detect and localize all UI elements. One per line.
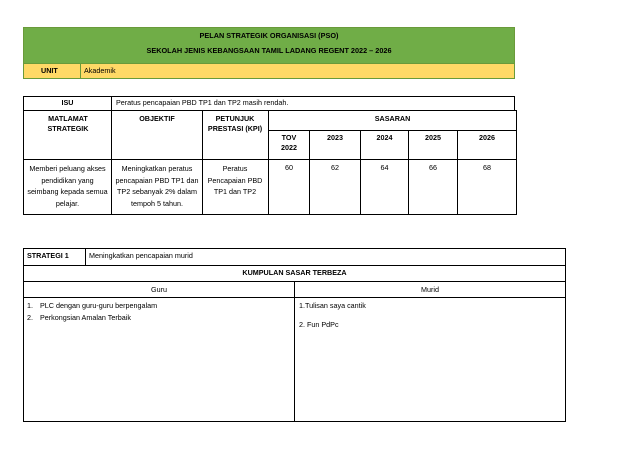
unit-value: Akademik bbox=[84, 66, 116, 75]
header-title-band bbox=[24, 28, 514, 63]
year-header-2023: 2023 bbox=[327, 133, 343, 142]
header-block bbox=[23, 27, 515, 79]
cell-value-2024: 64 bbox=[380, 163, 389, 172]
isu-label: ISU bbox=[61, 98, 74, 107]
cell-value-2026: 68 bbox=[483, 163, 491, 172]
year-header-2026: 2026 bbox=[479, 133, 495, 142]
murid-item-2: 2. Fun PdPc bbox=[299, 320, 339, 329]
unit-label: UNIT bbox=[24, 64, 81, 79]
unit-row bbox=[24, 63, 514, 78]
murid-header: Murid bbox=[421, 285, 439, 294]
group-title: KUMPULAN SASAR TERBEZA bbox=[242, 268, 347, 277]
cell-matlamat: Memberi peluang akses pendidikan yang seimbang kepada semua pelajar. bbox=[27, 164, 108, 208]
col-header-petunjuk: PETUNJUK PRESTASI (KPI) bbox=[207, 114, 263, 133]
isu-value: Peratus pencapaian PBD TP1 dan TP2 masih rendah. bbox=[116, 98, 289, 107]
guru-item-2: 2. Perkongsian Amalan Terbaik bbox=[27, 313, 131, 322]
col-header-sasaran: SASARAN bbox=[374, 114, 411, 123]
col-header-objektif: OBJEKTIF bbox=[139, 114, 175, 123]
strategi-value: Meningkatkan pencapaian murid bbox=[89, 251, 193, 260]
year-header-tov: TOV 2022 bbox=[281, 133, 297, 152]
guru-header: Guru bbox=[151, 285, 167, 294]
cell-petunjuk: Peratus Pencapaian PBD TP1 dan TP2 bbox=[207, 164, 263, 196]
cell-objektif: Meningkatkan peratus pencapaian PBD TP1 dan TP2 sebanyak 2% dalam tempoh 5 tahun. bbox=[115, 164, 199, 208]
col-header-matlamat: MATLAMAT STRATEGIK bbox=[47, 114, 89, 133]
cell-value-2025: 66 bbox=[429, 163, 437, 172]
murid-item-1: 1.Tulisan saya cantik bbox=[299, 301, 366, 310]
school-name: SEKOLAH JENIS KEBANGSAAN TAMIL LADANG REGENT 2022 – 2026 bbox=[146, 46, 392, 55]
cell-value-tov: 60 bbox=[285, 163, 293, 172]
year-header-2024: 2024 bbox=[376, 133, 393, 142]
document-title: PELAN STRATEGIK ORGANISASI (PSO) bbox=[199, 31, 339, 40]
strategi-label: STRATEGI 1 bbox=[27, 251, 69, 260]
cell-value-2023: 62 bbox=[331, 163, 339, 172]
year-header-2025: 2025 bbox=[425, 133, 441, 142]
guru-item-1: 1. PLC dengan guru-guru berpengalam bbox=[27, 301, 158, 310]
